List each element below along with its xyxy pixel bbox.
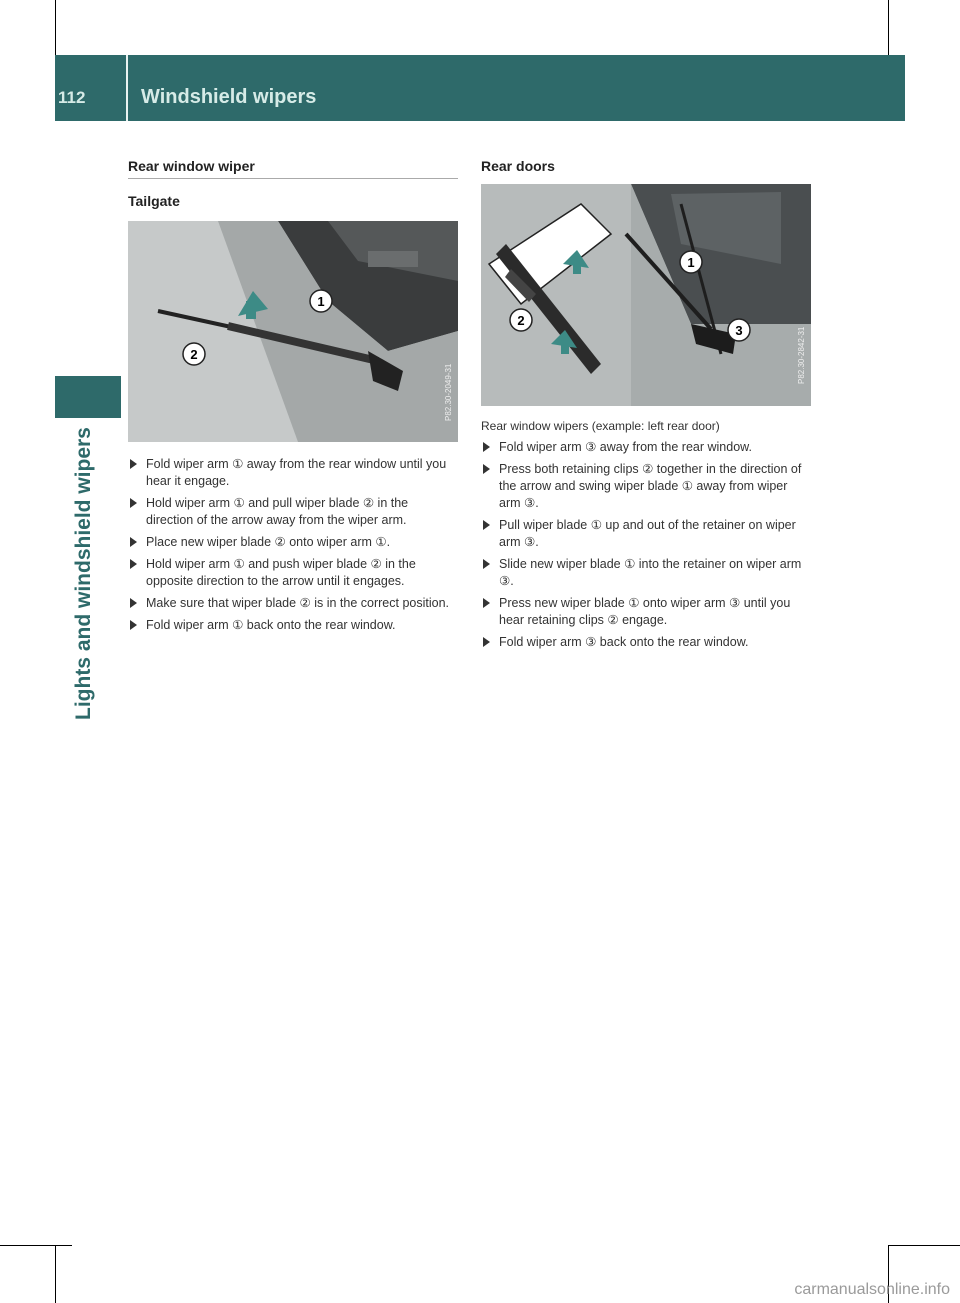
tailgate-illustration: [128, 221, 458, 442]
step-item: Fold wiper arm ① away from the rear window until you hear it engage.: [130, 456, 455, 490]
section-divider: [128, 178, 458, 179]
step-arrow-icon: [130, 559, 137, 569]
crop-mark: [888, 1245, 960, 1246]
crop-mark: [55, 0, 56, 55]
subheading-tailgate: Tailgate: [128, 193, 180, 209]
step-item: Fold wiper arm ③ back onto the rear window.: [483, 634, 811, 651]
step-item: Slide new wiper blade ① into the retainer on wiper arm ③.: [483, 556, 811, 590]
tailgate-steps: [130, 456, 455, 639]
crop-mark: [55, 1245, 56, 1303]
rear-door-steps: [483, 439, 811, 656]
step-item: Hold wiper arm ① and push wiper blade ② in the opposite direction to the arrow until it engages.: [130, 556, 455, 590]
step-arrow-icon: [130, 459, 137, 469]
step-arrow-icon: [483, 598, 490, 608]
chapter-label: Lights and windshield wipers: [72, 427, 95, 720]
subheading-rear-doors: Rear doors: [481, 158, 555, 174]
figure-caption: Rear window wipers (example: left rear door): [481, 419, 720, 433]
step-arrow-icon: [130, 498, 137, 508]
step-item: Place new wiper blade ② onto wiper arm ①.: [130, 534, 455, 551]
callout-1: 1: [687, 255, 695, 270]
step-arrow-icon: [130, 620, 137, 630]
step-item: Pull wiper blade ① up and out of the retainer on wiper arm ③.: [483, 517, 811, 551]
step-item: Fold wiper arm ③ away from the rear window.: [483, 439, 811, 456]
figure-tailgate-wiper: [128, 221, 458, 442]
step-arrow-icon: [130, 537, 137, 547]
callout-2: 2: [517, 313, 525, 328]
page-title: Windshield wipers: [141, 86, 317, 108]
step-arrow-icon: [130, 598, 137, 608]
step-arrow-icon: [483, 520, 490, 530]
page-number: 112: [58, 88, 86, 107]
step-arrow-icon: [483, 464, 490, 474]
section-heading: Rear window wiper: [128, 158, 255, 174]
step-item: Make sure that wiper blade ② is in the correct position.: [130, 595, 455, 612]
crop-mark: [888, 0, 889, 55]
step-arrow-icon: [483, 559, 490, 569]
rear-door-illustration: [481, 184, 811, 406]
step-item: Hold wiper arm ① and pull wiper blade ② in the direction of the arrow away from the wiper arm.: [130, 495, 455, 529]
step-arrow-icon: [483, 442, 490, 452]
step-item: Press both retaining clips ② together in the direction of the arrow and swing wiper blade ① away from wiper arm ③.: [483, 461, 811, 512]
step-arrow-icon: [483, 637, 490, 647]
callout-3: 3: [735, 323, 743, 338]
figure-code: P82.30-2049-31: [444, 363, 453, 421]
chapter-tab: [55, 376, 121, 418]
crop-mark: [0, 1245, 72, 1246]
step-item: Fold wiper arm ① back onto the rear window.: [130, 617, 455, 634]
figure-code: P82.30-2842-31: [797, 326, 806, 384]
step-item: Press new wiper blade ① onto wiper arm ③ until you hear retaining clips ② engage.: [483, 595, 811, 629]
header-divider: [126, 55, 128, 121]
figure-rear-door-wiper: [481, 184, 811, 406]
callout-2: 2: [190, 347, 198, 362]
callout-1: 1: [317, 294, 325, 309]
watermark: carmanualsonline.info: [794, 1281, 950, 1298]
